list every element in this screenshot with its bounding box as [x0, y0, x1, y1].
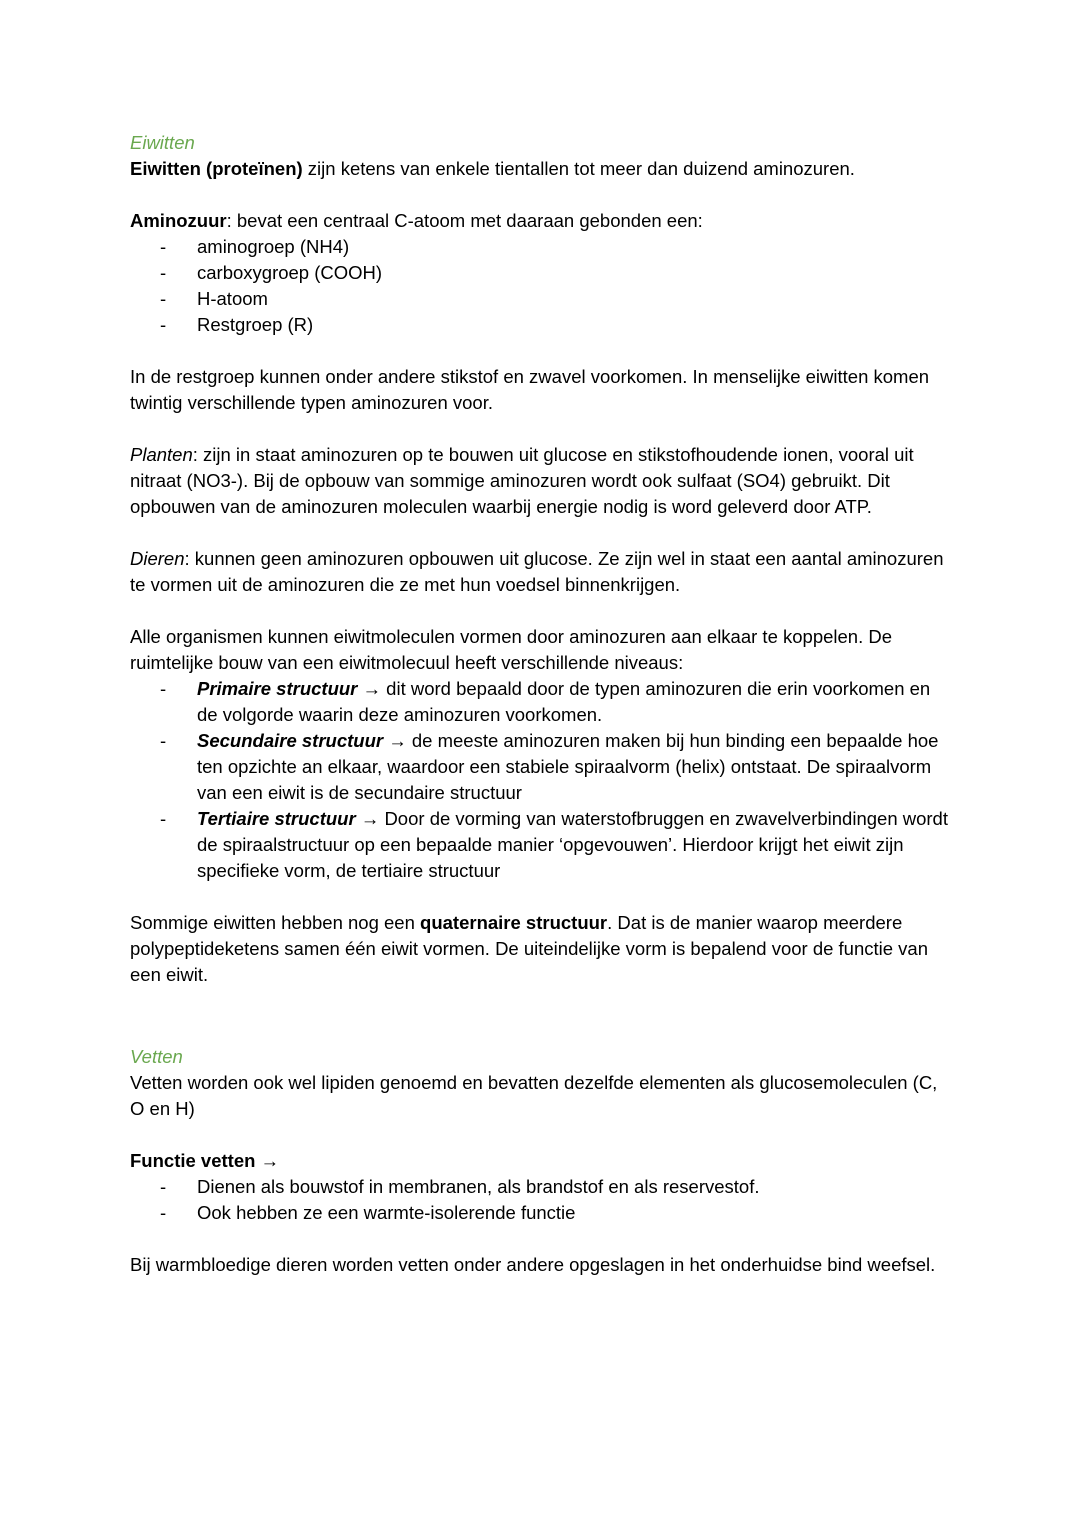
bold-text-run: Aminozuur — [130, 210, 227, 231]
list-item — [130, 676, 950, 728]
list-item-text: Dienen als bouwstof in membranen, als brandstof en als reservestof. — [197, 1176, 760, 1197]
list-item — [130, 260, 950, 286]
paragraph-organismen: Alle organismen kunnen eiwitmoleculen vormen door aminozuren aan elkaar te koppelen. De ruimtelijke bouw van een eiwitmolecuul heeft verschillende niveaus: — [130, 626, 893, 673]
text-run: → de meeste aminozuren maken bij hun binding een bepaalde hoe ten opzichte an elkaar, waardoor een stabiele spiraalvorm (helix) ontstaat. De spiraalvorm van een eiwit is de secundaire structuur — [197, 730, 939, 803]
text-run: → Door de vorming van waterstofbruggen en zwavelverbindingen wordt de spiraalstructuur op een bepaalde manier ‘opgevouwen’. Hierdoor krijgt het eiwit zijn specifieke vorm, de tertiaire structuur — [197, 808, 948, 881]
bold-text-run: Eiwitten (proteïnen) — [130, 158, 303, 179]
structuur-list — [130, 676, 950, 884]
functie-vetten-list — [130, 1174, 950, 1226]
text-run: : bevat een centraal C-atoom met daaraan gebonden een: — [226, 210, 703, 231]
list-item — [130, 728, 950, 806]
list-item-text: carboxygroep (COOH) — [197, 262, 383, 283]
list-item — [130, 234, 950, 260]
list-item — [130, 312, 950, 338]
paragraph-vetten-intro: Vetten worden ook wel lipiden genoemd en bevatten dezelfde elementen als glucosemoleculen (C, O en H) — [130, 1072, 938, 1119]
bold-text-run: Functie vetten → — [130, 1150, 280, 1171]
bold-text-run: quaternaire structuur — [420, 912, 608, 933]
italic-text-run: Dieren — [130, 548, 185, 569]
section-heading-vetten: Vetten — [130, 1046, 183, 1067]
paragraph-restgroep: In de restgroep kunnen onder andere stikstof en zwavel voorkomen. In menselijke eiwitten komen twintig verschillende typen aminozuren voor. — [130, 366, 930, 413]
list-item-text: H-atoom — [197, 288, 268, 309]
paragraph-dieren — [130, 546, 950, 598]
section-heading-eiwitten: Eiwitten — [130, 132, 195, 153]
list-item-text: Restgroep (R) — [197, 314, 314, 335]
paragraph-eiwitten-definition — [130, 156, 950, 182]
list-item — [130, 806, 950, 884]
bullet-dash: - — [160, 808, 167, 829]
bold-italic-text-run: Primaire structuur — [197, 678, 358, 699]
text-run: Sommige eiwitten hebben nog een — [130, 912, 421, 933]
list-item-text — [197, 676, 950, 728]
bullet-dash: - — [160, 288, 167, 309]
bold-italic-text-run: Tertiaire structuur — [197, 808, 356, 829]
list-item — [130, 286, 950, 312]
text-run: . Dat is de manier waarop meerdere polypeptideketens samen één eiwit vormen. De uiteindelijke vorm is bepalend voor de functie van een eiwit. — [130, 912, 929, 985]
text-run: zijn ketens van enkele tientallen tot meer dan duizend aminozuren. — [302, 158, 855, 179]
text-run: : zijn in staat aminozuren op te bouwen uit glucose en stikstofhoudende ionen, vooral uit nitraat (NO3-). Bij de opbouw van sommige aminozuren wordt ook sulfaat (SO4) gebruikt. Dit opbouwen van de aminozuren moleculen waarbij energie nodig is word geleverd door ATP. — [130, 444, 914, 517]
list-item-text: aminogroep (NH4) — [197, 236, 350, 257]
bullet-dash: - — [160, 730, 167, 751]
list-item-text — [197, 728, 950, 806]
bullet-dash: - — [160, 262, 167, 283]
text-run: : kunnen geen aminozuren opbouwen uit glucose. Ze zijn wel in staat een aantal aminozuren te vormen uit de aminozuren die ze met hun voedsel binnenkrijgen. — [130, 548, 944, 595]
aminozuur-list — [130, 234, 950, 338]
paragraph-warmbloedig: Bij warmbloedige dieren worden vetten onder andere opgeslagen in het onderhuidse bind weefsel. — [130, 1254, 936, 1275]
bullet-dash: - — [160, 236, 167, 257]
list-item — [130, 1174, 950, 1200]
italic-text-run: Planten — [130, 444, 193, 465]
bullet-dash: - — [160, 314, 167, 335]
bold-italic-text-run: Secundaire structuur — [197, 730, 384, 751]
text-run: → dit word bepaald door de typen aminozuren die erin voorkomen en de volgorde waarin deze aminozuren voorkomen. — [197, 678, 931, 725]
paragraph-functie-vetten — [130, 1148, 950, 1174]
paragraph-aminozuur — [130, 208, 950, 234]
paragraph-quaternair — [130, 910, 950, 988]
bullet-dash: - — [160, 678, 167, 699]
bullet-dash: - — [160, 1176, 167, 1197]
bullet-dash: - — [160, 1202, 167, 1223]
paragraph-planten — [130, 442, 950, 520]
list-item-text: Ook hebben ze een warmte-isolerende functie — [197, 1202, 576, 1223]
list-item-text — [197, 806, 950, 884]
list-item — [130, 1200, 950, 1226]
